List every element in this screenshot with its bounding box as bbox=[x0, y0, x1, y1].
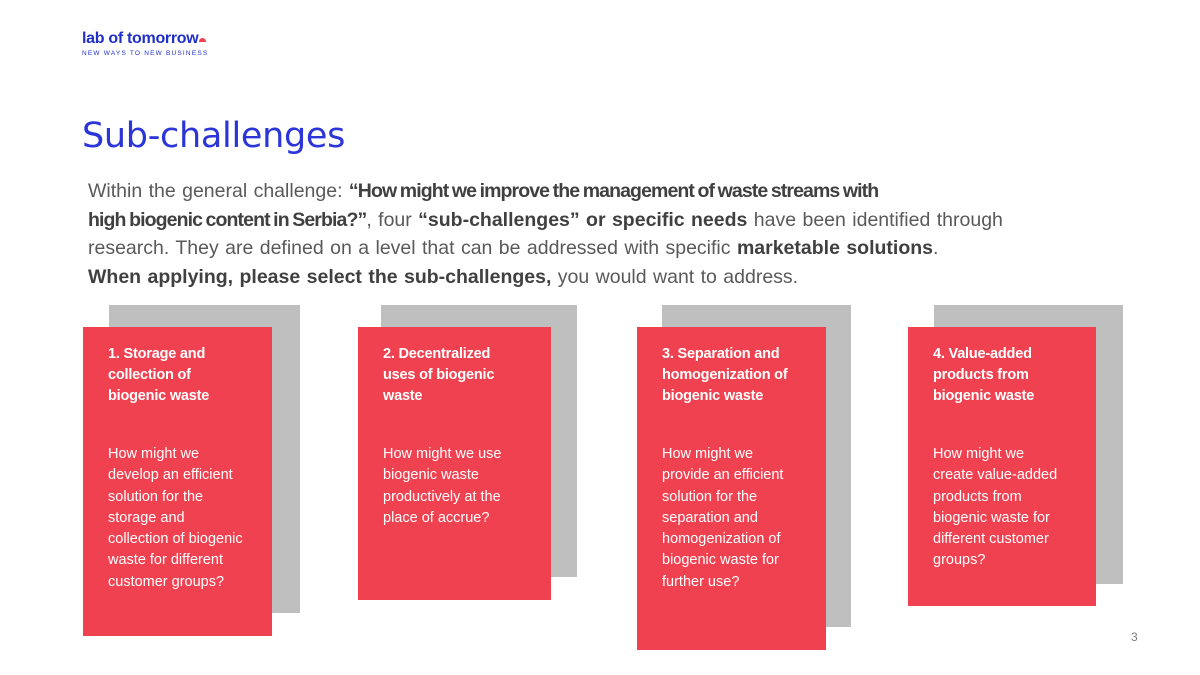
intro-text-3: have been identified through research. They are defined on a level that can be addressed with specific bbox=[88, 208, 1003, 259]
application-instruction: When applying, please select the sub-challenges, bbox=[88, 265, 552, 288]
intro-text-2: , four bbox=[366, 208, 419, 231]
sub-challenges-emphasis: “sub-challenges” or specific needs bbox=[418, 208, 748, 231]
intro-text-1: Within the general challenge: bbox=[88, 180, 349, 202]
general-challenge-question-line-2: high biogenic content in Serbia?” bbox=[88, 208, 367, 231]
card-question: How might we create value-added products from biogenic waste for different customer groups? bbox=[933, 446, 1058, 569]
page-number: 3 bbox=[1131, 630, 1138, 644]
intro-text-4: . bbox=[933, 237, 939, 259]
logo-mark-icon bbox=[199, 38, 206, 42]
sub-challenge-card-4 bbox=[908, 327, 1096, 606]
card-title: 1. Storage and collection of biogenic waste bbox=[108, 346, 210, 404]
logo-name: lab of tomorrow bbox=[82, 30, 199, 47]
card-question: How might we use biogenic waste productively at the place of accrue? bbox=[383, 446, 502, 526]
card-title: 4. Value-added products from biogenic waste bbox=[933, 346, 1035, 404]
sub-challenge-card-3 bbox=[637, 327, 826, 650]
card-title: 2. Decentralized uses of biogenic waste bbox=[383, 346, 495, 404]
card-question: How might we provide an efficient solution for the separation and homogenization of biogenic waste for further use? bbox=[662, 446, 784, 590]
general-challenge-question-line-1: “How might we improve the management of waste streams with bbox=[348, 180, 879, 202]
sub-challenge-card-2 bbox=[358, 327, 551, 600]
logo-tagline: NEW WAYS TO NEW BUSINESS bbox=[82, 50, 209, 57]
card-question: How might we develop an efficient solution for the storage and collection of biogenic waste for different customer groups? bbox=[108, 446, 243, 590]
sub-challenge-card-1 bbox=[83, 327, 272, 636]
card-title: 3. Separation and homogenization of biogenic waste bbox=[662, 346, 788, 404]
page-title: Sub-challenges bbox=[82, 116, 346, 156]
marketable-solutions-emphasis: marketable solutions bbox=[736, 237, 933, 259]
intro-text-5: you would want to address. bbox=[551, 265, 799, 288]
logo bbox=[82, 30, 208, 57]
intro-paragraph bbox=[88, 177, 1068, 291]
